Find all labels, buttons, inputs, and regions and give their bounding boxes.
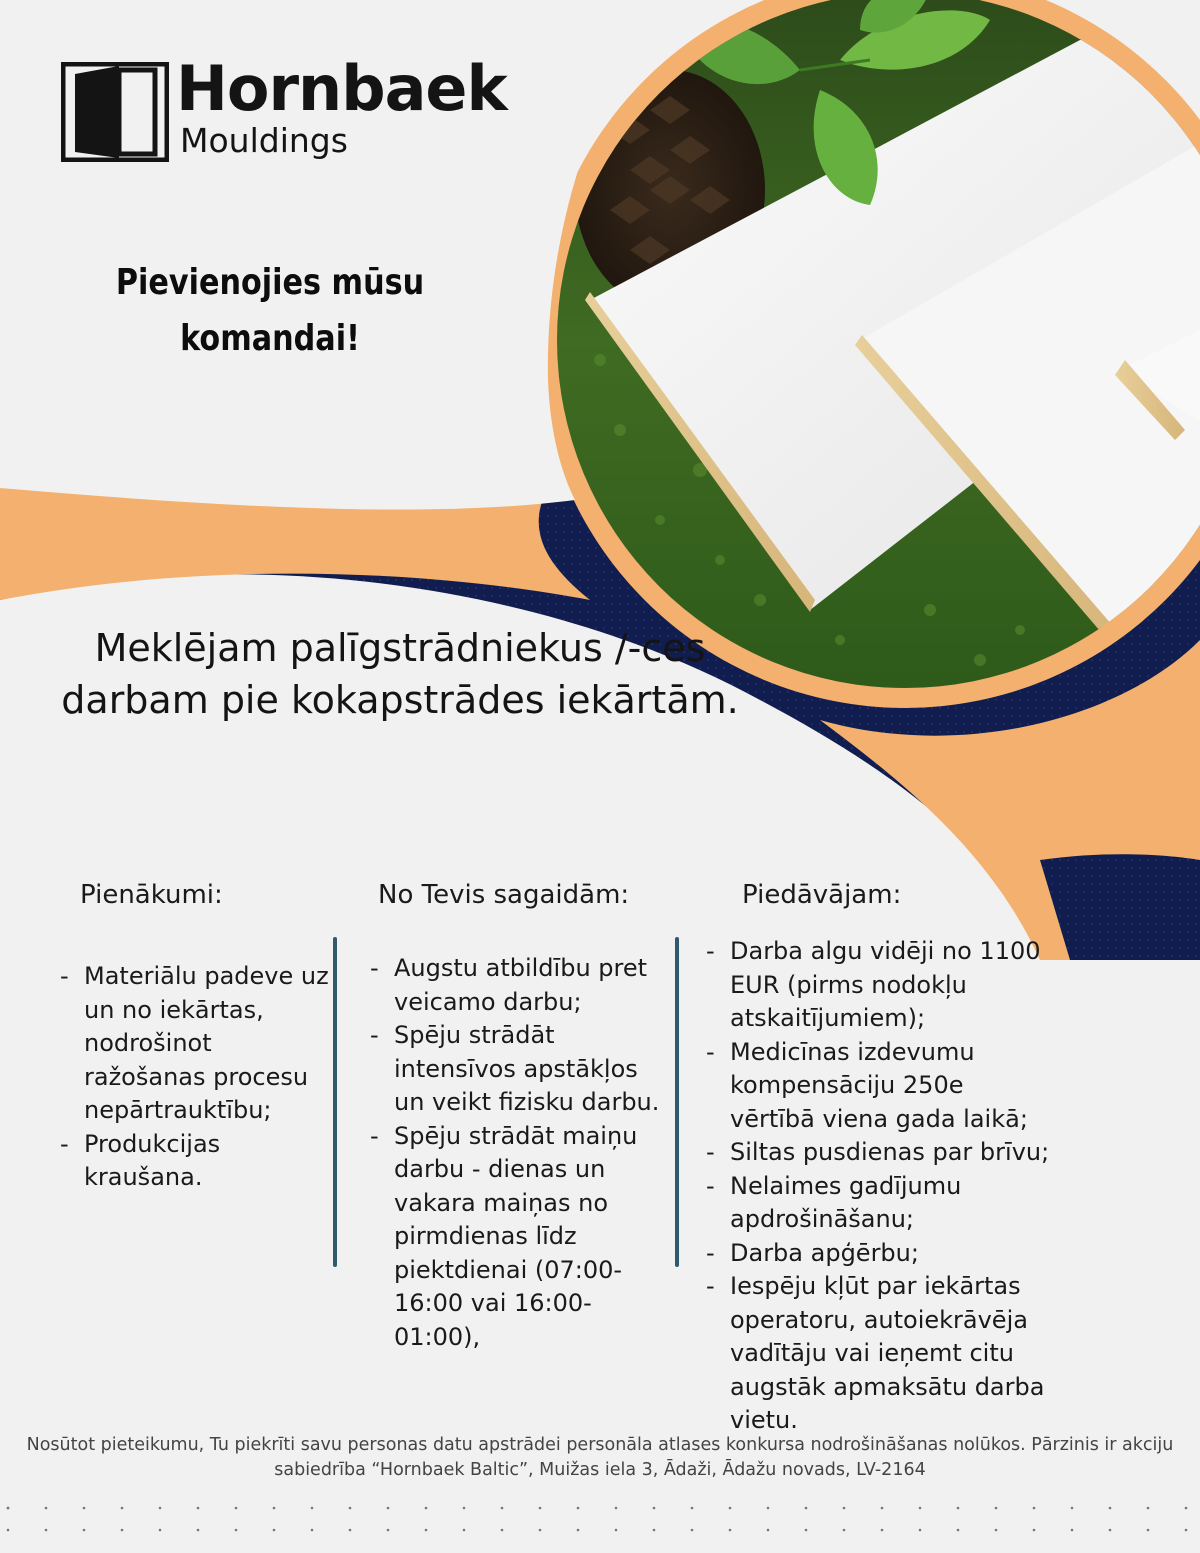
footer-dot bbox=[653, 1529, 656, 1532]
footer-dot bbox=[805, 1529, 808, 1532]
footer-dot bbox=[463, 1529, 466, 1532]
footer-dot bbox=[653, 1507, 656, 1510]
footer-dot bbox=[121, 1507, 124, 1510]
headline: Pievienojies mūsu komandai! bbox=[115, 262, 425, 359]
door-logo-icon bbox=[61, 62, 169, 162]
footer-dot bbox=[539, 1529, 542, 1532]
footer-dot bbox=[121, 1529, 124, 1532]
footer-dot bbox=[539, 1507, 542, 1510]
footer-dot bbox=[995, 1507, 998, 1510]
footer-dot bbox=[159, 1507, 162, 1510]
col-duties-list bbox=[60, 960, 330, 1195]
list-item: - Augstu atbildību pret veicamo darbu; bbox=[370, 952, 660, 1019]
footer-dot bbox=[387, 1507, 390, 1510]
column-divider bbox=[675, 937, 679, 1267]
footer-dot bbox=[881, 1507, 884, 1510]
footer-dot bbox=[197, 1507, 200, 1510]
footer-dot bbox=[311, 1507, 314, 1510]
footer-dot bbox=[1071, 1529, 1074, 1532]
footer-dot bbox=[919, 1529, 922, 1532]
footer-dot bbox=[881, 1529, 884, 1532]
footer-dot bbox=[691, 1507, 694, 1510]
col-offer-title: Piedāvājam: bbox=[742, 880, 902, 910]
footer-dot bbox=[1071, 1507, 1074, 1510]
footer-dot bbox=[843, 1507, 846, 1510]
footer-dot bbox=[349, 1507, 352, 1510]
footer-dot bbox=[1185, 1529, 1188, 1532]
list-item: - Spēju strādāt intensīvos apstākļos un veikt fizisku darbu. bbox=[370, 1019, 660, 1120]
footer-dot bbox=[957, 1529, 960, 1532]
footer-dot bbox=[995, 1529, 998, 1532]
footer-dot bbox=[83, 1529, 86, 1532]
footer-dot bbox=[919, 1507, 922, 1510]
list-item: - Medicīnas izdevumu kompensāciju 250e vērtībā viena gada laikā; bbox=[706, 1036, 1051, 1137]
brand-subname: Mouldings bbox=[180, 121, 348, 160]
footer-dot bbox=[45, 1507, 48, 1510]
footer-dot bbox=[767, 1507, 770, 1510]
footer-dot bbox=[159, 1529, 162, 1532]
list-item: - Nelaimes gadījumu apdrošināšanu; bbox=[706, 1170, 1051, 1237]
footer-dot bbox=[425, 1529, 428, 1532]
footer-dot bbox=[1033, 1529, 1036, 1532]
footer-dot bbox=[45, 1529, 48, 1532]
footer-dot bbox=[7, 1529, 10, 1532]
footer-dot bbox=[1109, 1507, 1112, 1510]
footer-dot bbox=[501, 1529, 504, 1532]
footer-dot bbox=[691, 1529, 694, 1532]
footer-dot bbox=[957, 1507, 960, 1510]
subheadline: Meklējam palīgstrādniekus /-ces darbam pie kokapstrādes iekārtām. bbox=[61, 626, 739, 722]
footer-dot bbox=[577, 1529, 580, 1532]
list-item: - Iespēju kļūt par iekārtas operatoru, autoiekrāvēja vadītāju vai ieņemt citu augstāk apmaksātu darba vietu. bbox=[706, 1270, 1051, 1438]
footer-dot bbox=[349, 1529, 352, 1532]
col-expect-list bbox=[370, 952, 660, 1354]
footer-dot bbox=[577, 1507, 580, 1510]
footer-dot bbox=[767, 1529, 770, 1532]
footer-dot bbox=[501, 1507, 504, 1510]
footer-dot bbox=[729, 1529, 732, 1532]
footer-dot bbox=[83, 1507, 86, 1510]
footer-dot bbox=[1147, 1507, 1150, 1510]
column-divider bbox=[333, 937, 337, 1267]
footer-dot bbox=[615, 1529, 618, 1532]
footer-dot bbox=[235, 1507, 238, 1510]
footer-dot bbox=[805, 1507, 808, 1510]
footer-dots bbox=[0, 1498, 1200, 1538]
footer-dot bbox=[615, 1507, 618, 1510]
footer-dot bbox=[387, 1529, 390, 1532]
col-duties-title: Pienākumi: bbox=[80, 880, 223, 910]
footer-dot bbox=[1147, 1529, 1150, 1532]
footer-disclaimer: Nosūtot pieteikumu, Tu piekrīti savu personas datu apstrādei personāla atlases konkursa nodrošināšanas nolūkos. Pārzinis ir akciju sabiedrība “Hornbaek Baltic”, Muižas iela 3, Ādaži, Ādažu novads, LV-2164 bbox=[26, 1435, 1174, 1480]
footer-dot bbox=[273, 1507, 276, 1510]
list-item: - Materiālu padeve uz un no iekārtas, nodrošinot ražošanas procesu nepārtrauktību; bbox=[60, 960, 330, 1128]
footer-dot bbox=[463, 1507, 466, 1510]
col-expect-title: No Tevis sagaidām: bbox=[378, 880, 630, 910]
footer-dot bbox=[843, 1529, 846, 1532]
footer-dot bbox=[311, 1529, 314, 1532]
footer-dot bbox=[729, 1507, 732, 1510]
footer-dot bbox=[1109, 1529, 1112, 1532]
list-item: - Siltas pusdienas par brīvu; bbox=[706, 1136, 1051, 1170]
footer-dot bbox=[7, 1507, 10, 1510]
list-item: - Darba algu vidēji no 1100 EUR (pirms nodokļu atskaitījumiem); bbox=[706, 935, 1051, 1036]
footer-dot bbox=[197, 1529, 200, 1532]
footer-dot bbox=[1033, 1507, 1036, 1510]
footer-dot bbox=[1185, 1507, 1188, 1510]
list-item: - Produkcijas kraušana. bbox=[60, 1128, 330, 1195]
list-item: - Darba apģērbu; bbox=[706, 1237, 1051, 1271]
list-item: - Spēju strādāt maiņu darbu - dienas un vakara maiņas no pirmdienas līdz piektdienai (07:00-16:00 vai 16:00-01:00), bbox=[370, 1120, 660, 1355]
footer-dot bbox=[425, 1507, 428, 1510]
footer-dot bbox=[273, 1529, 276, 1532]
brand-name: Hornbaek bbox=[176, 52, 507, 125]
footer-dot bbox=[235, 1529, 238, 1532]
col-offer-list bbox=[706, 935, 1051, 1438]
